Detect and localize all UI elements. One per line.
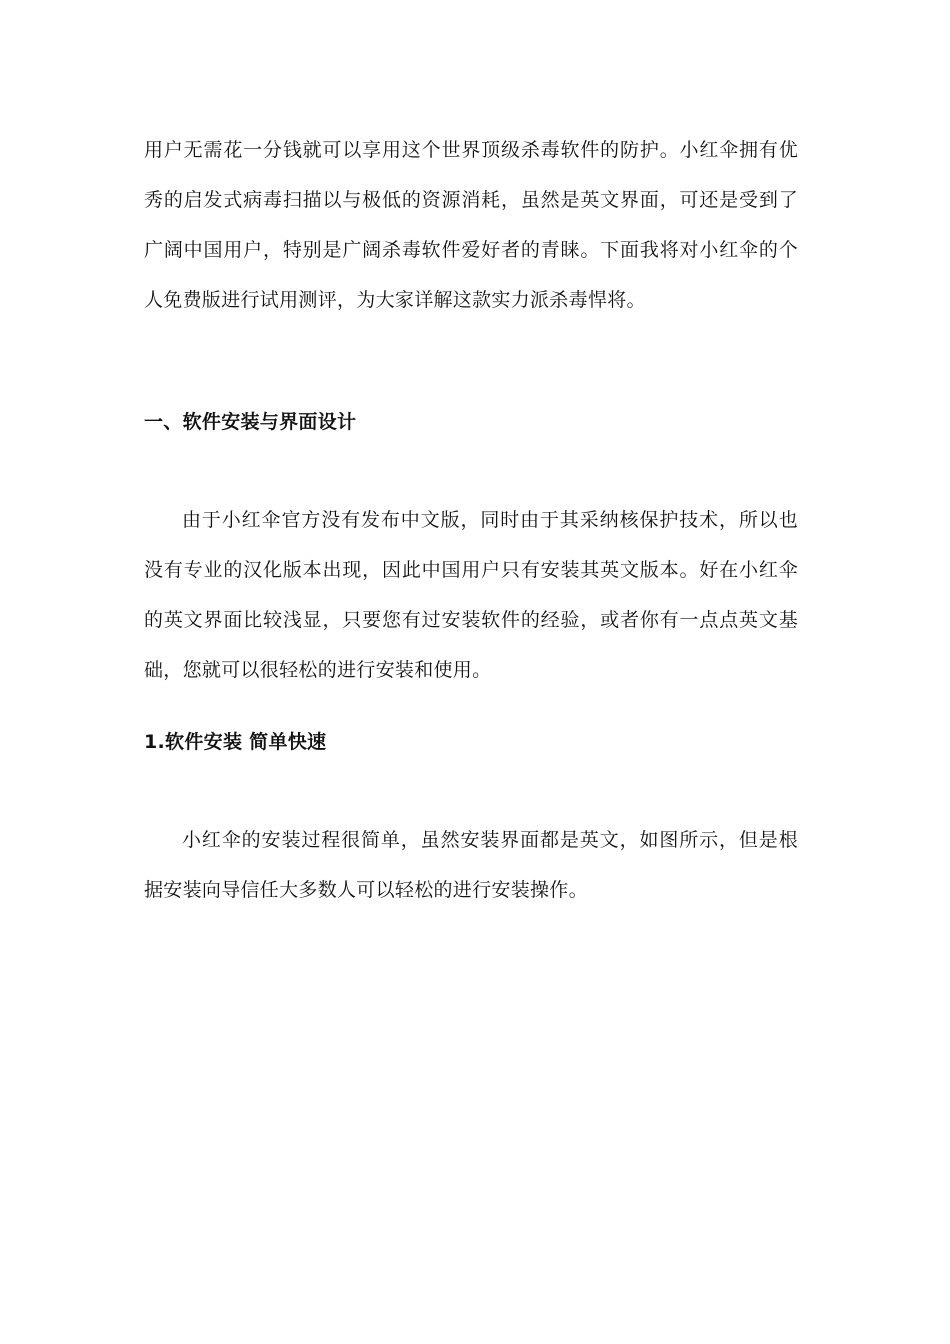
subsection-heading: 1.软件安装 简单快速 bbox=[144, 731, 327, 753]
spacer bbox=[144, 325, 798, 397]
spacer bbox=[144, 447, 798, 495]
spacer bbox=[144, 695, 798, 717]
section-heading: 一、软件安装与界面设计 bbox=[144, 411, 357, 433]
subsection-paragraph: 小红伞的安装过程很简单，虽然安装界面都是英文，如图所示，但是根据安装向导信任大多数人可以轻松的进行安装操作。 bbox=[144, 829, 798, 901]
section-paragraph: 由于小红伞官方没有发布中文版，同时由于其采纳核保护技术，所以也没有专业的汉化版本出现，因此中国用户只有安装其英文版本。好在小红伞的英文界面比较浅显，只要您有过安装软件的经验，或者你有一点点英文基础，您就可以很轻松的进行安装和使用。 bbox=[144, 509, 798, 681]
intro-paragraph: 用户无需花一分钱就可以享用这个世界顶级杀毒软件的防护。小红伞拥有优秀的启发式病毒扫描以与极低的资源消耗，虽然是英文界面，可还是受到了广阔中国用户，特别是广阔杀毒软件爱好者的青睐。下面我将对小红伞的个人免费版进行试用测评，为大家详解这款实力派杀毒悍将。 bbox=[144, 139, 798, 311]
spacer bbox=[144, 767, 798, 815]
document-content bbox=[144, 125, 798, 915]
